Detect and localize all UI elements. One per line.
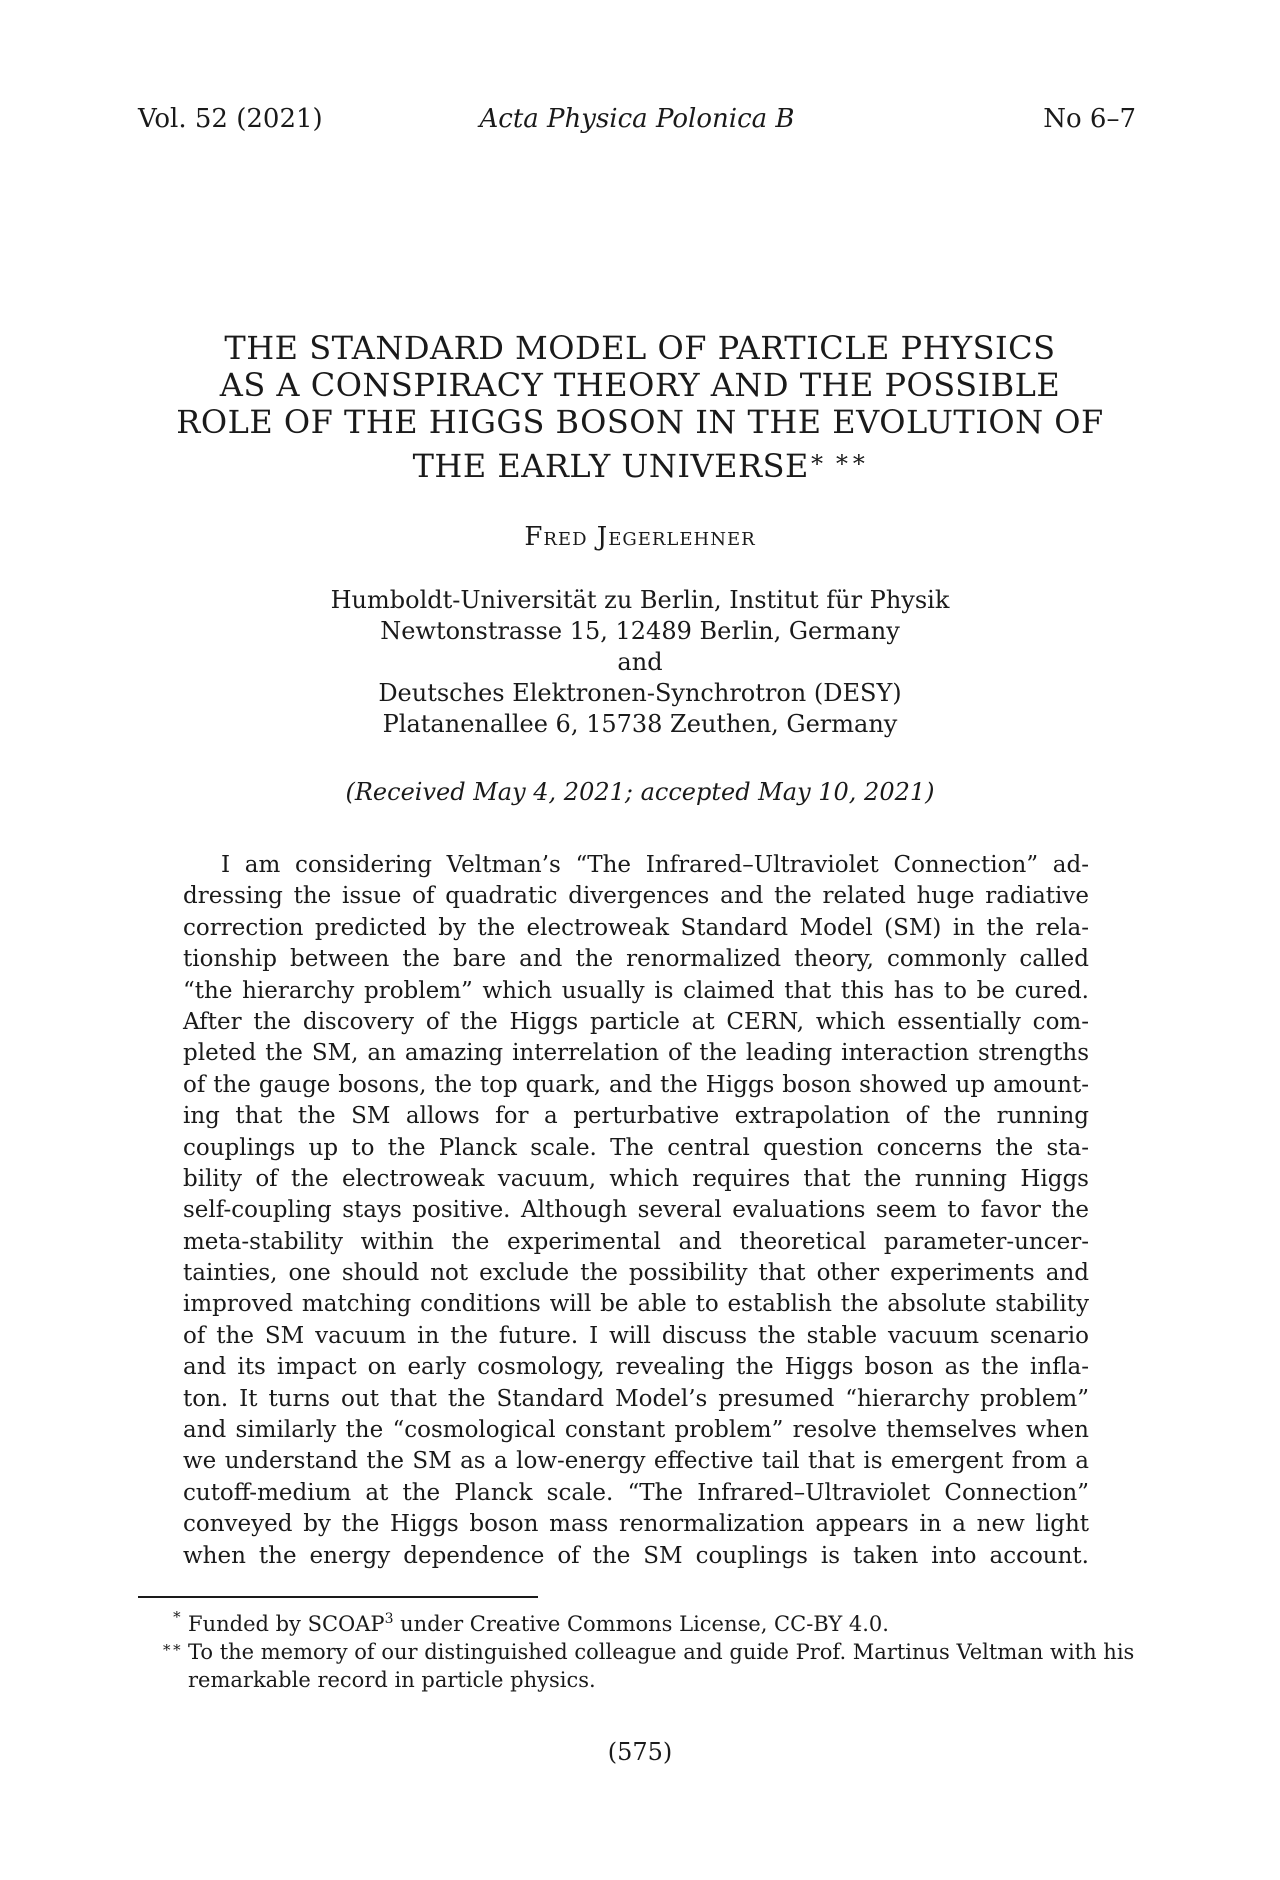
abstract-line: pleted the SM, an amazing interrelation of the leading interaction strengths [183, 1040, 1089, 1067]
title-footnote-marks: ∗ ∗∗ [808, 445, 868, 473]
abstract-line: of the gauge bosons, the top quark, and the Higgs boson showed up amount- [183, 1071, 1089, 1098]
footnote-text: under Creative Commons License, CC-BY 4.0. [393, 1612, 889, 1636]
received-dates: (Received May 4, 2021; accepted May 10, 2021) [345, 778, 935, 806]
affiliation-line: Platanenallee 6, 15738 Zeuthen, Germany [382, 710, 898, 738]
footnote-mark: ∗∗ [161, 1638, 182, 1656]
abstract-line: improved matching conditions will be able to establish the absolute stability [183, 1291, 1089, 1318]
abstract [183, 850, 1089, 1572]
abstract-line: we understand the SM as a low-energy effective tail that is emergent from a [183, 1448, 1089, 1475]
title-line: AS A CONSPIRACY THEORY AND THE POSSIBLE [219, 366, 1061, 404]
footnote-rule [138, 1596, 538, 1598]
abstract-line: meta-stability within the experimental and theoretical parameter-uncer- [183, 1228, 1089, 1255]
running-header [138, 104, 1136, 144]
abstract-line: “the hierarchy problem” which usually is claimed that this has to be cured. [183, 977, 1089, 1004]
abstract-line: dressing the issue of quadratic divergences and the related huge radiative [183, 883, 1089, 910]
abstract-line: cutoff-medium at the Planck scale. “The Infrared–Ultraviolet Connection” [183, 1479, 1089, 1506]
header-volume: Vol. 52 (2021) [138, 104, 323, 134]
title-line: THE STANDARD MODEL OF PARTICLE PHYSICS [224, 329, 1056, 367]
page-number: (575) [607, 1738, 673, 1766]
title-line: THE EARLY UNIVERSE [412, 447, 809, 485]
paper-title [120, 330, 1160, 485]
footnote-text: To the memory of our distinguished colleague and guide Prof. Martinus Veltman with his remarkable record in particle physics. [188, 1640, 1135, 1692]
affiliation-line: and [617, 648, 663, 676]
affiliation-line: Newtonstrasse 15, 12489 Berlin, Germany [380, 617, 900, 645]
affiliation-block [0, 585, 1280, 740]
abstract-line: tainties, one should not exclude the possibility that other experiments and [183, 1260, 1089, 1287]
footnote-text: Funded by SCOAP [188, 1612, 385, 1636]
abstract-line: tionship between the bare and the renormalized theory, commonly called [183, 946, 1089, 973]
abstract-line: when the energy dependence of the SM couplings is taken into account. [183, 1542, 1089, 1569]
abstract-line: self-coupling stays positive. Although several evaluations seem to favor the [183, 1197, 1089, 1224]
footnote-mark: ∗ [171, 1605, 182, 1623]
abstract-line: bility of the electroweak vacuum, which requires that the running Higgs [183, 1165, 1089, 1192]
header-journal: Acta Physica Polonica B [479, 104, 795, 134]
abstract-line: conveyed by the Higgs boson mass renormalization appears in a new light [183, 1511, 1089, 1538]
footnote [138, 1605, 1138, 1638]
header-issue: No 6–7 [1043, 104, 1136, 134]
abstract-line: and its impact on early cosmology, revealing the Higgs boson as the infla- [183, 1354, 1089, 1381]
footnotes [138, 1605, 1138, 1694]
footnote [138, 1638, 1138, 1694]
abstract-line: correction predicted by the electroweak Standard Model (SM) in the rela- [183, 914, 1089, 941]
abstract-line: and similarly the “cosmological constant problem” resolve themselves when [183, 1417, 1089, 1444]
affiliation-line: Deutsches Elektronen-Synchrotron (DESY) [378, 679, 902, 707]
abstract-line: ing that the SM allows for a perturbative extrapolation of the running [183, 1103, 1089, 1130]
affiliation-line: Humboldt-Universität zu Berlin, Institut für Physik [330, 586, 950, 614]
title-line: ROLE OF THE HIGGS BOSON IN THE EVOLUTION OF [176, 403, 1104, 441]
abstract-line: of the SM vacuum in the future. I will discuss the stable vacuum scenario [183, 1322, 1089, 1349]
author-name: Fred Jegerlehner [524, 522, 756, 552]
abstract-line: ton. It turns out that the Standard Model’s presumed “hierarchy problem” [183, 1385, 1089, 1412]
footnote-superscript: 3 [384, 1611, 394, 1627]
abstract-line: couplings up to the Planck scale. The central question concerns the sta- [183, 1134, 1089, 1161]
abstract-line: After the discovery of the Higgs particle at CERN, which essentially com- [183, 1008, 1089, 1035]
abstract-line: I am considering Veltman’s “The Infrared–Ultraviolet Connection” ad- [221, 852, 1089, 878]
